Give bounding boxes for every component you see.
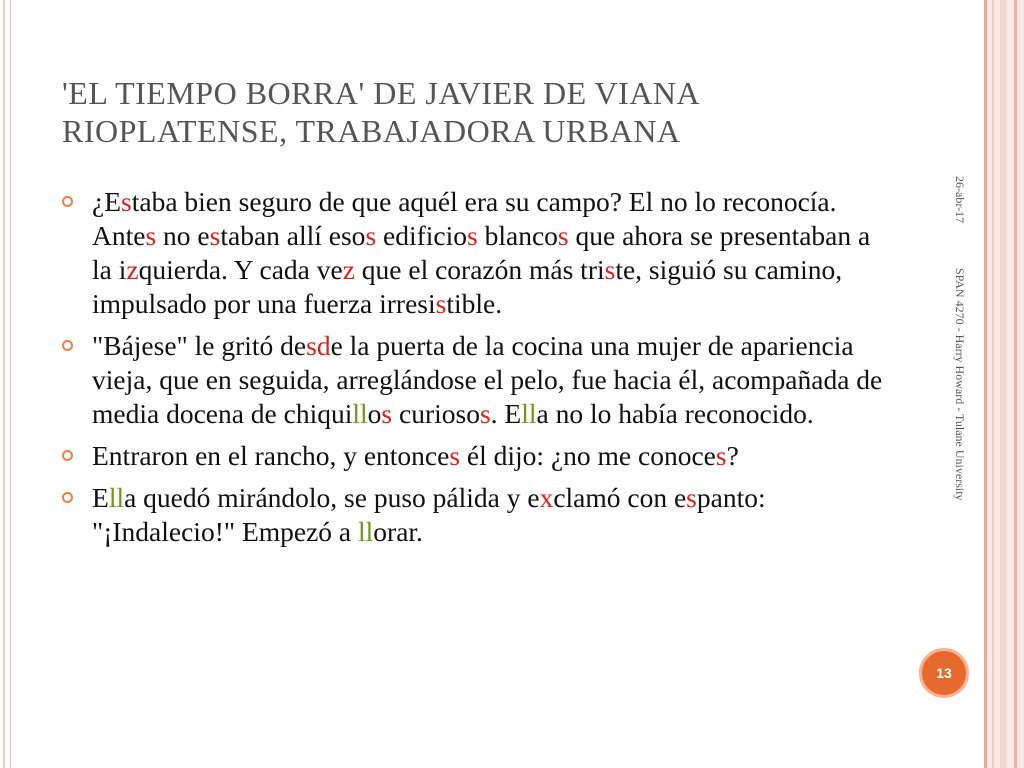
- bullet-text: [92, 440, 739, 471]
- text-segment: él dijo: ¿no me conoce: [460, 440, 716, 471]
- text-segment: e la puerta de la cocina una mujer de apariencia vieja, que en seguida, arreglándose el pelo, fue hacia él, acompañada de media docena de chiqui: [92, 330, 883, 429]
- text-segment: ¿E: [92, 186, 122, 217]
- bullet-icon: [62, 340, 73, 351]
- text-segment: que ahora se presentaban a la i: [92, 220, 871, 285]
- red-highlight: z: [126, 254, 139, 285]
- text-segment: Entraron en el rancho, y entonce: [92, 440, 450, 471]
- red-highlight: s: [604, 254, 616, 285]
- text-segment: . E: [490, 398, 522, 429]
- page-number-badge: [919, 648, 969, 698]
- text-segment: que el corazón más tri: [354, 254, 605, 285]
- red-highlight: s: [715, 440, 727, 471]
- bullet-item: [62, 185, 892, 321]
- bullet-item: [62, 439, 892, 473]
- slide-footer: SPAN 4270 - Harry Howard - Tulane University: [953, 268, 967, 501]
- text-segment: curioso: [392, 398, 480, 429]
- red-highlight: z: [342, 254, 355, 285]
- slide-title: [62, 74, 912, 150]
- red-highlight: s: [479, 398, 491, 429]
- red-highlight: s: [121, 186, 132, 217]
- bullet-text: [92, 482, 766, 547]
- green-highlight: ll: [108, 482, 125, 513]
- green-highlight: ll: [358, 516, 374, 547]
- red-highlight: s: [686, 482, 697, 513]
- text-segment: a no lo había reconocido.: [536, 398, 814, 429]
- vertical-meta: [952, 176, 968, 606]
- red-highlight: sd: [306, 330, 331, 361]
- slide-date: 26-abr-17: [953, 176, 967, 224]
- red-highlight: s: [145, 220, 157, 251]
- red-highlight: s: [381, 398, 393, 429]
- text-segment: E: [92, 482, 109, 513]
- text-segment: "Bájese" le gritó de: [92, 330, 307, 361]
- left-border-decoration: [0, 0, 11, 768]
- bullet-text: [92, 186, 870, 319]
- text-segment: tible.: [446, 288, 503, 319]
- red-highlight: x: [539, 482, 554, 513]
- text-segment: a quedó mirándolo, se puso pálida y e: [124, 482, 540, 513]
- text-segment: panto: "¡Indalecio!" Empezó a: [92, 482, 766, 547]
- bullet-list: [62, 185, 892, 557]
- green-highlight: ll: [521, 398, 537, 429]
- red-highlight: s: [209, 220, 221, 251]
- page-number: 13: [936, 665, 952, 681]
- bullet-icon: [62, 196, 73, 207]
- red-highlight: s: [557, 220, 569, 251]
- right-stripe-decoration: [984, 0, 1024, 768]
- text-segment: te, siguió su camino, impulsado por una fuerza irresi: [92, 254, 843, 319]
- green-highlight: ll: [352, 398, 368, 429]
- text-segment: taba bien seguro de que aquél era su campo? El no lo reconocía. Ante: [92, 186, 837, 251]
- bullet-icon: [62, 450, 73, 461]
- text-segment: clamó con e: [553, 482, 687, 513]
- bullet-item: [62, 481, 892, 549]
- bullet-icon: [62, 492, 73, 503]
- text-segment: o: [367, 398, 382, 429]
- text-segment: blanco: [477, 220, 558, 251]
- bullet-item: [62, 329, 892, 431]
- red-highlight: s: [435, 288, 447, 319]
- slide-title-line-1: 'EL TIEMPO BORRA' DE JAVIER DE VIANA: [62, 75, 701, 111]
- text-segment: no e: [156, 220, 210, 251]
- red-highlight: s: [449, 440, 461, 471]
- red-highlight: s: [365, 220, 377, 251]
- slide-title-line-2: RIOPLATENSE, TRABAJADORA URBANA: [62, 113, 681, 149]
- bullet-text: [92, 330, 882, 429]
- red-highlight: s: [467, 220, 478, 251]
- text-segment: orar.: [373, 516, 423, 547]
- text-segment: ?: [726, 440, 739, 471]
- text-segment: edificio: [376, 220, 468, 251]
- text-segment: quierda. Y cada ve: [138, 254, 343, 285]
- text-segment: taban allí eso: [220, 220, 366, 251]
